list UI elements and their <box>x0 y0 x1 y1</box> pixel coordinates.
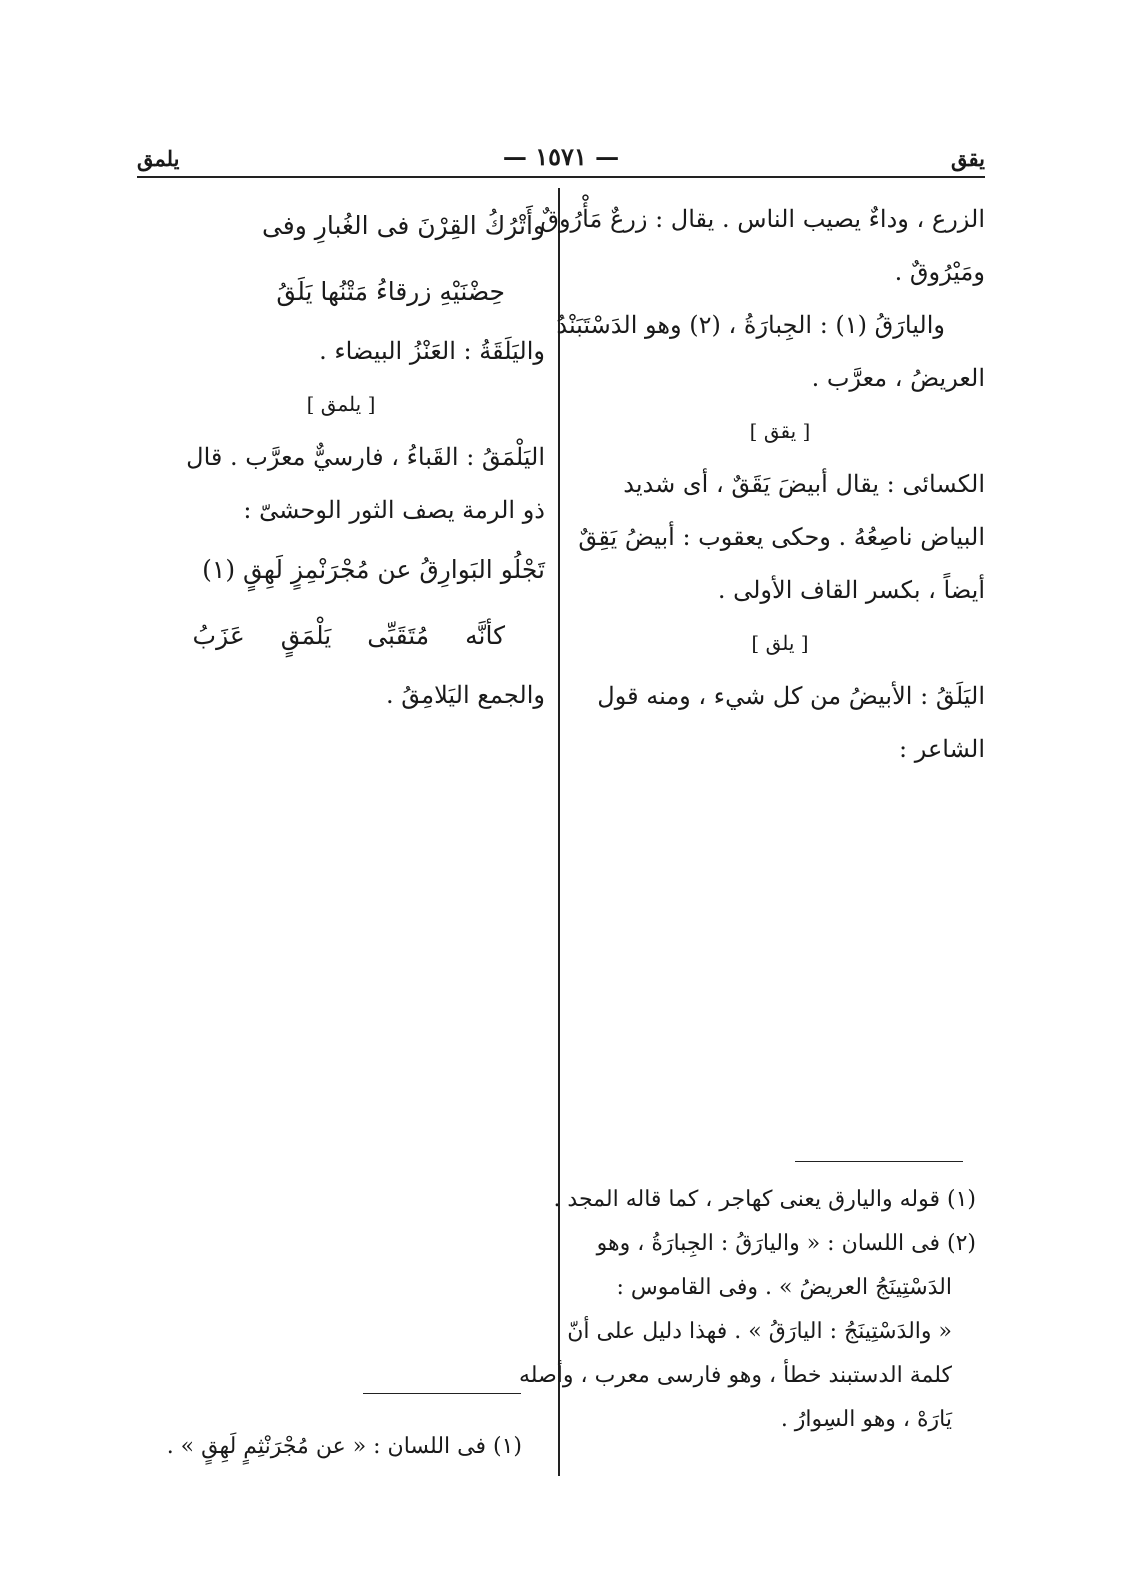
entry-line: الشاعر : <box>899 735 985 763</box>
entry-line: العريضُ ، معرَّب . <box>811 364 985 392</box>
header-root-right: يقق <box>951 146 985 171</box>
verse-line: وأَتْرُكُ القِرْنَ فى الغُبارِ وفى <box>261 211 545 240</box>
verse-line: كأنَّه مُتَقَبِّى يَلْمَقٍ عَزَبُ <box>192 621 505 650</box>
root-heading: [ يلمق ] <box>306 392 376 416</box>
left-column <box>137 193 545 722</box>
page-header <box>137 138 985 178</box>
entry-line: اليَلَقُ : الأبيضُ من كل شيء ، ومنه قول <box>597 682 985 710</box>
right-column <box>540 193 985 776</box>
entry-line: اليَلْمَقُ : القَباءُ ، فارسيٌّ معرَّب . قال <box>186 443 545 471</box>
root-heading: [ يلق ] <box>751 631 809 655</box>
footnotes-left <box>150 1425 522 1469</box>
entry-line: البياض ناصِعُهُ . وحكى يعقوب : أبيضُ يَقِقٌ <box>578 523 985 551</box>
entry-line: واليَلَقَةُ : العَنْزُ البيضاء . <box>319 337 545 365</box>
entry-line: والجمع اليَلامِقُ . <box>385 681 545 709</box>
entry-line: أيضاً ، بكسر القاف الأولى . <box>717 576 985 604</box>
entry-line: الزرع ، وداءٌ يصيب الناس . يقال : زرعٌ مَأْرُوقٌ <box>540 205 985 233</box>
entry-line: الكسائى : يقال أبيضَ يَقَقٌ ، أى شديد <box>623 470 985 498</box>
footnote-line: (١) فى اللسان : « عن مُجْرَنْثِمٍ لَهِقٍ » . <box>166 1434 522 1459</box>
entry-line: ومَيْرُوقٌ . <box>894 258 985 286</box>
entry-line: واليارَقُ (١) : الجِبارَةُ ، (٢) وهو الدَسْتَبَنْدُ <box>556 311 945 339</box>
verse-line: تَجْلُو البَوارِقُ عن مُجْرَنْمِزٍ لَهِقٍ (١) <box>202 555 545 584</box>
page-number: — ١٥٧١ — <box>502 142 620 171</box>
entry-line: ذو الرمة يصف الثور الوحشىّ : <box>243 496 545 524</box>
header-root-left: يلمق <box>137 146 180 171</box>
footnote-line: (١) قوله واليارق يعنى كهاجر ، كما قاله المجد . <box>553 1187 976 1212</box>
footnotes-right <box>519 1178 976 1442</box>
header-rule <box>137 176 985 178</box>
footnote-line: كلمة الدستبند خطأ ، وهو فارسى معرب ، وأصله <box>519 1363 952 1388</box>
column-divider <box>558 188 560 1476</box>
footnote-line: يَارَهْ ، وهو السِوارُ . <box>780 1407 952 1432</box>
footnote-line: الدَسْتِينَجُ العريضُ » . وفى القاموس : <box>616 1275 952 1300</box>
footnote-rule <box>363 1393 521 1394</box>
footnote-rule <box>795 1161 963 1162</box>
root-heading: [ يقق ] <box>749 419 811 443</box>
verse-line: حِضْنَيْهِ زرقاءُ مَتْنُها يَلَقُ <box>276 277 505 306</box>
footnote-line: « والدَسْتِينَجُ : اليارَقُ » . فهذا دليل على أنّ <box>567 1319 952 1344</box>
footnote-line: (٢) فى اللسان : « واليارَقُ : الجِبارَةُ ، وهو <box>596 1231 976 1256</box>
